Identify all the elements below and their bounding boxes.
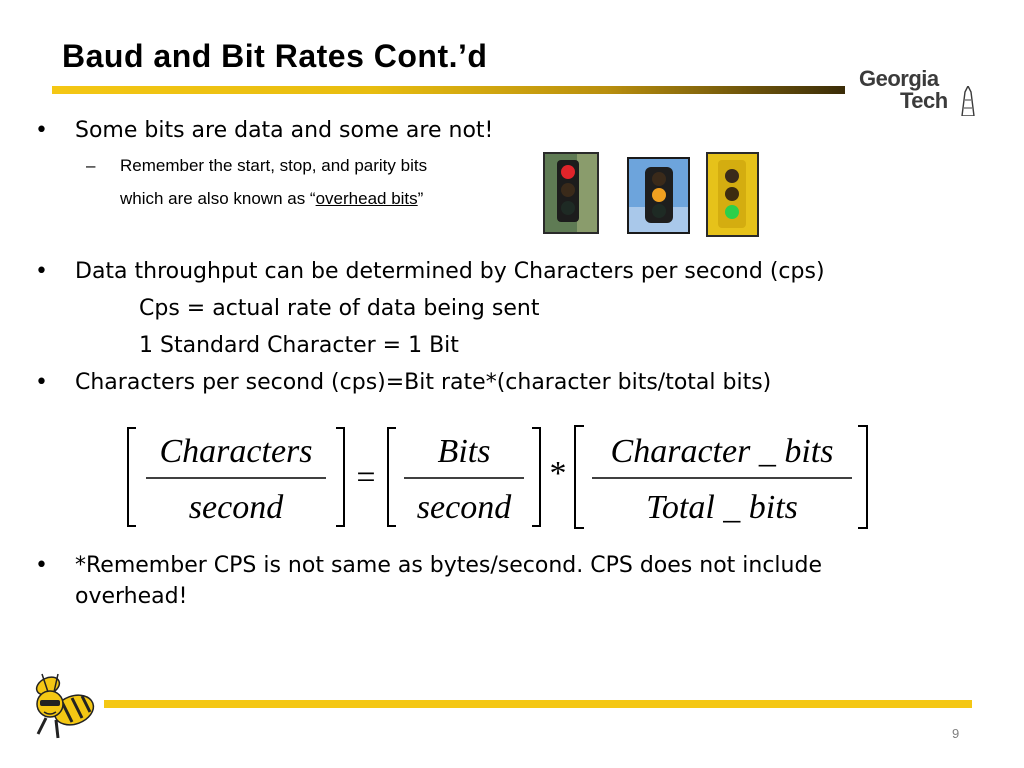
traffic-light-green-image [706, 152, 759, 237]
logo-line1: Georgia [859, 66, 939, 91]
term2-denominator: second [416, 489, 512, 526]
bullet-4 [35, 553, 822, 578]
sub-bullet-1 [86, 156, 428, 176]
term2-numerator: Bits [437, 433, 491, 470]
sub-bullet-suffix: ” [417, 189, 424, 208]
left-bracket-2 [388, 428, 396, 526]
logo-line2: Tech [900, 88, 948, 113]
bullet-4-text: *Remember CPS is not same as bytes/second. CPS does not include [75, 553, 822, 578]
bullet-3-text: Characters per second (cps)=Bit rate*(character bits/total bits) [75, 370, 772, 395]
left-bracket-1 [128, 428, 136, 526]
bullet-4-continuation: overhead! [75, 584, 188, 609]
georgia-tech-logo [856, 64, 978, 116]
term3-numerator: Character _ bits [610, 433, 834, 470]
sub-bullet-1-text: Remember the start, stop, and parity bits [120, 156, 428, 175]
page-number: 9 [952, 726, 960, 741]
term3-denominator: Total _ bits [646, 489, 798, 526]
sub-bullet-1-continuation [120, 189, 423, 209]
bullet-3 [35, 370, 772, 395]
right-bracket-3 [858, 426, 867, 528]
bullet-marker: • [35, 553, 48, 578]
left-bracket-3 [575, 426, 584, 528]
right-bracket-1 [336, 428, 344, 526]
bullet-marker: • [35, 118, 48, 143]
overhead-bits-link[interactable]: overhead bits [315, 189, 418, 208]
cps-formula [120, 424, 880, 532]
term1-numerator: Characters [159, 433, 313, 470]
bullet-marker: • [35, 259, 48, 284]
title-underline-bar [52, 86, 845, 94]
bullet-2-indent-1: Cps = actual rate of data being sent [139, 296, 540, 321]
sub-bullet-prefix: which are also known as “ [120, 189, 316, 208]
traffic-light-red-image [543, 152, 599, 234]
sub-bullet-marker: – [86, 156, 96, 175]
right-bracket-2 [532, 428, 540, 526]
bullet-1 [35, 118, 494, 143]
bullet-marker: • [35, 370, 48, 395]
bullet-1-text: Some bits are data and some are not! [75, 118, 494, 143]
traffic-light-amber-image [627, 157, 690, 234]
bullet-2-indent-2: 1 Standard Character = 1 Bit [139, 333, 459, 358]
bullet-2 [35, 259, 825, 284]
term1-denominator: second [188, 489, 284, 526]
equals-sign: = [356, 459, 376, 496]
bullet-2-text: Data throughput can be determined by Characters per second (cps) [75, 259, 825, 284]
slide-title: Baud and Bit Rates Cont.’d [62, 38, 488, 74]
tech-tower-icon [960, 86, 976, 116]
footer-bar [104, 700, 972, 708]
buzz-mascot-icon [28, 668, 100, 742]
multiply-sign: * [549, 455, 567, 492]
